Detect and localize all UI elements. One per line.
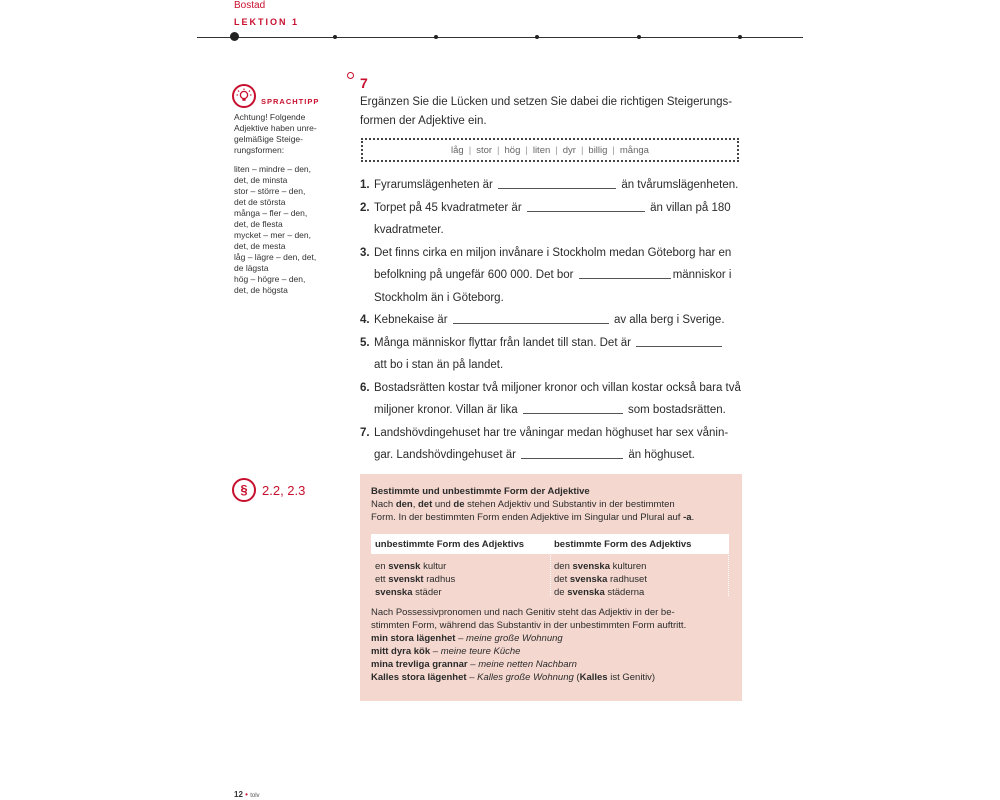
item-number: 7. xyxy=(360,426,370,439)
column-header: unbestimmte Form des Adjektivs xyxy=(375,538,525,550)
footer-brand: tolv xyxy=(250,793,260,799)
exercise-item: 6. Bostadsrätten kostar två miljoner kronor och villan kostar också bara två miljoner kronor. Villan är lika som bostadsrätten. xyxy=(360,377,745,422)
word-bank-item: dyr xyxy=(562,144,576,156)
answer-blank[interactable] xyxy=(521,446,623,459)
exercise-item: 2. Torpet på 45 kvadratmeter är än villan på 180 kvadratmeter. xyxy=(360,197,745,242)
table-cell: en svensk kultur xyxy=(375,561,447,572)
exercise-instruction: Ergänzen Sie die Lücken und setzen Sie dabei die richtigen Steigerungs- formen der Adjektive ein. xyxy=(360,96,733,127)
table-cell: svenska städer xyxy=(375,587,442,598)
word-bank: låg | stor | hög | liten | dyr | billig | många xyxy=(361,138,739,162)
word-bank-item: liten xyxy=(532,144,551,156)
grammar-intro: Nach den, det und de stehen Adjektiv und Substantiv in der bestimmten xyxy=(371,499,675,510)
progress-dot xyxy=(637,35,641,39)
answer-blank[interactable] xyxy=(453,311,609,324)
item-number: 5. xyxy=(360,336,370,349)
exercise-item: 7. Landshövdingehuset har tre våningar medan höghuset har sex vånin- gar. Landshövdingehuset är än höghuset. xyxy=(360,422,745,467)
table-cell: den svenska kulturen xyxy=(554,561,647,572)
page-number: 12 xyxy=(234,790,243,799)
grammar-box xyxy=(360,474,742,701)
progress-dot xyxy=(434,35,438,39)
progress-dot xyxy=(535,35,539,39)
answer-blank[interactable] xyxy=(636,334,722,347)
word-bank-item: låg xyxy=(451,144,464,156)
progress-dot-current xyxy=(230,32,239,41)
item-number: 2. xyxy=(360,201,370,214)
exercise-item: 3. Det finns cirka en miljon invånare i Stockholm medan Göteborg har en befolkning på ungefär 600 000. Det bor människor i Stockholm än i Göteborg. xyxy=(360,242,745,310)
audio-icon[interactable] xyxy=(347,72,354,79)
column-header: bestimmte Form des Adjektivs xyxy=(554,538,692,550)
adjective-form-table xyxy=(371,534,729,599)
exercise-item: 1. Fyrarumslägenheten är än tvårumslägenheten. xyxy=(360,174,745,197)
example-line: mina trevliga grannar – meine netten Nachbarn xyxy=(371,659,577,670)
example-line: Kalles stora lägenhet – Kalles große Wohnung (Kalles ist Genitiv) xyxy=(371,672,656,683)
progress-dot xyxy=(738,35,742,39)
item-number: 1. xyxy=(360,179,370,191)
sprachtipp-intro: Achtung! Folgende Adjektive haben unre- gelmäßige Steige- rungsformen: xyxy=(234,112,317,155)
item-number: 4. xyxy=(360,314,370,326)
answer-blank[interactable] xyxy=(579,266,671,279)
word-bank-item: många xyxy=(619,144,649,156)
example-line: min stora lägenhet – meine große Wohnung xyxy=(371,633,563,644)
grammar-intro-line2: Form. In der bestimmten Form enden Adjektive im Singular und Plural auf -a. xyxy=(371,512,695,523)
paragraph-icon: § xyxy=(232,478,256,502)
word-bank-item: hög xyxy=(504,144,521,156)
table-cell: de svenska städerna xyxy=(554,587,645,598)
answer-blank[interactable] xyxy=(523,401,623,414)
column-divider xyxy=(728,534,729,596)
word-bank-item: billig xyxy=(588,144,608,156)
grammar-title: Bestimmte und unbestimmte Form der Adjektive xyxy=(371,486,590,497)
grammar-reference[interactable]: 2.2, 2.3 xyxy=(262,483,306,498)
page-footer xyxy=(234,790,260,799)
lightbulb-icon xyxy=(232,84,256,108)
progress-dot xyxy=(333,35,337,39)
table-cell: ett svenskt radhus xyxy=(375,574,456,585)
column-divider xyxy=(550,534,551,596)
item-number: 3. xyxy=(360,246,370,259)
exercise-items xyxy=(360,174,745,467)
example-line: mitt dyra kök – meine teure Küche xyxy=(371,646,521,657)
exercise-number: 7 xyxy=(360,75,368,91)
exercise-item: 4. Kebnekaise är av alla berg i Sverige. xyxy=(360,309,745,332)
progress-line xyxy=(197,37,803,38)
lesson-label: LEKTION 1 xyxy=(234,17,300,27)
table-cell: det svenska radhuset xyxy=(554,574,647,585)
footer-dot: • xyxy=(245,790,248,799)
exercise-item: 5. Många människor flyttar från landet till stan. Det är att bo i stan än på landet. xyxy=(360,332,745,377)
answer-blank[interactable] xyxy=(527,199,645,212)
item-number: 6. xyxy=(360,381,370,394)
answer-blank[interactable] xyxy=(498,176,616,189)
word-bank-item: stor xyxy=(476,144,493,156)
sprachtipp-forms: liten – mindre – den, det, de minsta stor – större – den, det de största många – fler – den, det, de flesta mycket – mer – den, det, de mesta låg – lägre – den, det, de lägsta hög – högre – den, det, de högsta xyxy=(234,164,317,295)
chapter-title: Bostad xyxy=(234,0,266,11)
grammar-paragraph: Nach Possessivpronomen und nach Genitiv steht das Adjektiv in der be- stimmten Form, während das Substantiv in der unbestimmten Form auftritt. xyxy=(371,607,687,631)
sprachtipp-title: SPRACHTIPP xyxy=(261,97,320,106)
